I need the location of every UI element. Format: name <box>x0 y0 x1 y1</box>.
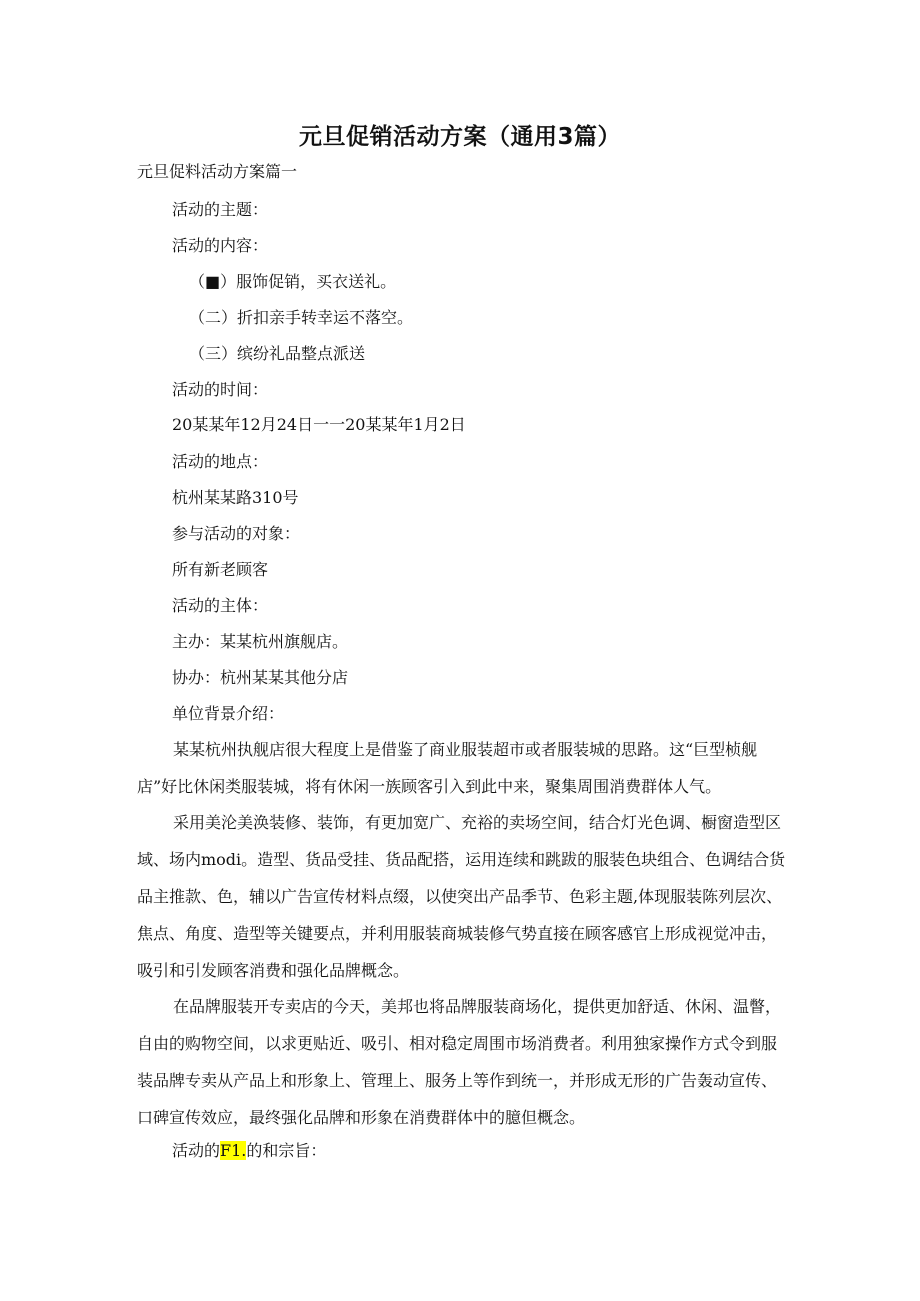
paragraph-3-text: 在品牌服装开专卖店的今天，美邦也将品牌服装商场化，提供更加舒适、休闲、温瞥，自由的购物空间，以求更贴近、吸引、相对稳定周围市场消费者。利用独家操作方式令到服装品牌专卖从产品上和形象上、管理上、服务上等作到统一，并形成无形的广告轰动宣传、口碑宣传效应，最终强化品牌和形象在消费群体中的臆但概念。 <box>137 997 782 1127</box>
target-value: 所有新老顾客 <box>172 560 269 579</box>
background-label: 单位背景介绍： <box>172 704 285 723</box>
purpose-label <box>172 1141 326 1161</box>
host-co: 协办：杭州某某其他分店 <box>172 668 349 687</box>
content-item-2: （二）折扣亲手转幸运不落空。 <box>189 308 414 327</box>
host-label: 活动的主体： <box>172 596 269 615</box>
place-label: 活动的地点： <box>172 452 269 471</box>
section-heading: 元旦促料活动方案篇一 <box>137 162 298 181</box>
highlighted-text: F1. <box>220 1141 247 1160</box>
document-title: 元旦促销活动方案（通用3篇） <box>298 124 621 150</box>
purpose-label-prefix: 活动的 <box>172 1141 221 1160</box>
host-main: 主办：某某杭州旗舰店。 <box>172 632 349 651</box>
paragraph-2-text: 采用美沦美涣装修、装饰，有更加宽广、充裕的卖场空间，结合灯光色调、橱窗造型区域、场内modi。造型、货品受挂、货品配搭，运用连续和跳跋的服装色块组合、色调结合货品主推款、色，辅以广告宣传材料点缀，以使突出产品季节、色彩主题,体现服装陈列层次、焦点、角度、造型等关键要点，并利用服装商城装修气势直接在顾客感官上形成视觉冲击，吸引和引发顾客消费和强化品牌概念。 <box>137 813 786 980</box>
place-value: 杭州某某路310号 <box>172 488 299 507</box>
paragraph-3 <box>137 988 792 1136</box>
content-item-1: （■）服饰促销，买衣送礼。 <box>189 272 397 291</box>
paragraph-1-text: 某某杭州执舰店很大程度上是借鉴了商业服装超市或者服装城的思路。这“巨型桢舰店”好比休闲类服装城，将有休闲一族顾客引入到此中来，聚集周围消费群体人气。 <box>137 740 758 796</box>
paragraph-1 <box>137 731 792 805</box>
theme-label: 活动的主题： <box>172 200 269 219</box>
content-item-3: （三）缤纷礼品整点派送 <box>189 344 366 363</box>
target-label: 参与活动的对象： <box>172 524 301 543</box>
content-label: 活动的内容： <box>172 236 269 255</box>
time-label: 活动的时间： <box>172 380 269 399</box>
time-value: 20某某年12月24日一一20某某年1月2日 <box>172 415 466 434</box>
purpose-label-suffix: 的和宗旨： <box>246 1141 327 1160</box>
paragraph-2 <box>137 804 792 989</box>
